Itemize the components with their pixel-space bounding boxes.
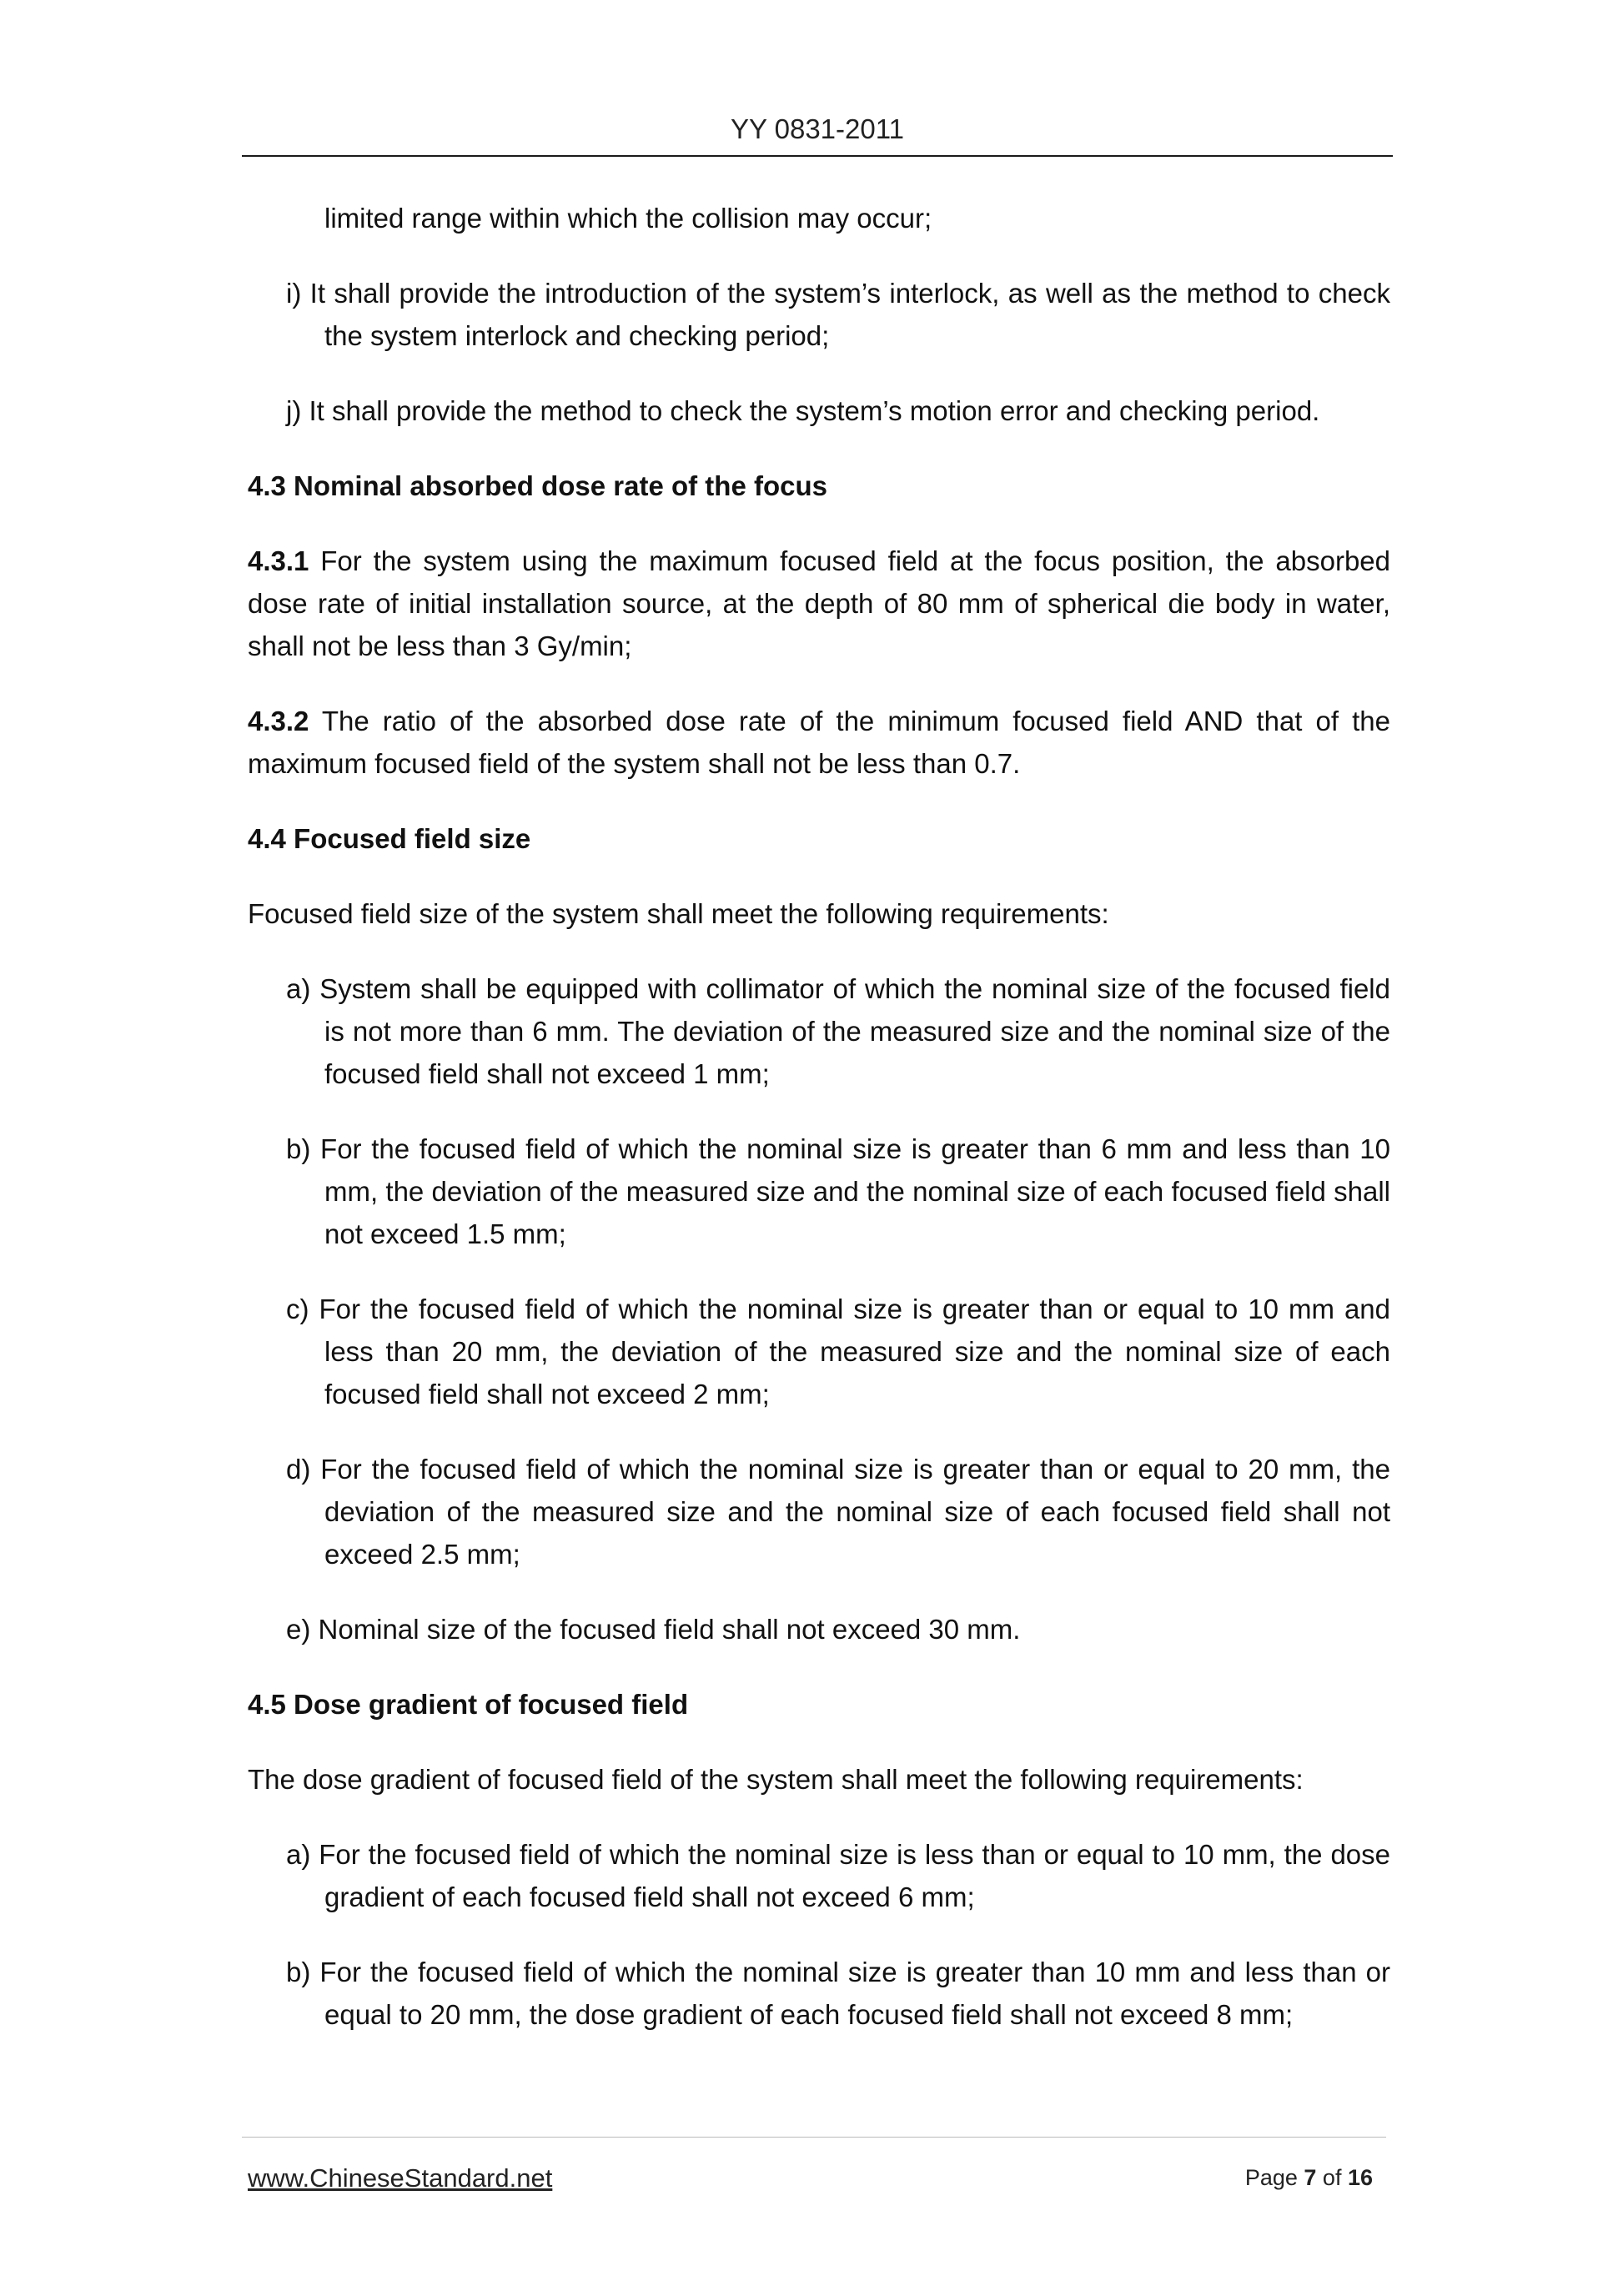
page-total: 16: [1347, 2165, 1373, 2190]
section-heading-4-3: 4.3 Nominal absorbed dose rate of the focus: [248, 470, 827, 501]
list-item-j: j) It shall provide the method to check the system’s motion error and checking period.: [286, 395, 1320, 426]
list-item-b: b) For the focused field of which the nominal size is greater than 6 mm and less than 10 mm, the deviation of the measured size and the nominal size of each focused field shall not exceed 1.5 mm;: [286, 1133, 1390, 1249]
page-number: [1245, 2165, 1373, 2191]
clause-4-3-2: [248, 700, 1390, 785]
section-intro-4-4: Focused field size of the system shall meet the following requirements:: [248, 898, 1109, 929]
page-body: [248, 197, 1390, 2068]
clause-4-3-1: [248, 540, 1390, 667]
document-header: YY 0831-2011: [731, 113, 904, 144]
page-of: of: [1316, 2165, 1348, 2190]
clause-number: 4.3.2: [248, 706, 309, 736]
list-item-e: e) Nominal size of the focused field shall not exceed 30 mm.: [286, 1614, 1021, 1645]
clause-number: 4.3.1: [248, 545, 309, 576]
list-item-a: a) System shall be equipped with collimator of which the nominal size of the focused field is not more than 6 mm. The deviation of the measured size and the nominal size of the focused field shall not exceed 1 mm;: [286, 973, 1390, 1089]
website-link[interactable]: www.ChineseStandard.net: [248, 2163, 553, 2193]
footer-divider: [242, 2137, 1386, 2138]
section-intro-4-5: The dose gradient of focused field of the system shall meet the following requirements:: [248, 1764, 1304, 1795]
page-label: Page: [1244, 2165, 1304, 2190]
list-item-b: b) For the focused field of which the nominal size is greater than 10 mm and less than or equal to 20 mm, the dose gradient of each focused field shall not exceed 8 mm;: [286, 1957, 1390, 2030]
page-current: 7: [1304, 2165, 1317, 2190]
clause-text: For the system using the maximum focused field at the focus position, the absorbed dose rate of initial installation source, at the depth of 80 mm of spherical die body in water, shall not be less than 3 Gy/min;: [248, 545, 1390, 661]
section-heading-4-4: 4.4 Focused field size: [248, 823, 531, 854]
list-item-d: d) For the focused field of which the nominal size is greater than or equal to 20 mm, the deviation of the measured size and the nominal size of each focused field shall not exceed 2.5 mm;: [286, 1454, 1390, 1570]
list-item-continuation: limited range within which the collision may occur;: [324, 203, 932, 234]
clause-text: The ratio of the absorbed dose rate of the minimum focused field AND that of the maximum focused field of the system shall not be less than 0.7.: [248, 706, 1390, 779]
header-divider: [242, 155, 1393, 157]
list-item-a: a) For the focused field of which the nominal size is less than or equal to 10 mm, the dose gradient of each focused field shall not exceed 6 mm;: [286, 1839, 1390, 1912]
list-item-c: c) For the focused field of which the nominal size is greater than or equal to 10 mm and less than 20 mm, the deviation of the measured size and the nominal size of each focused field shall not exceed 2 mm;: [286, 1294, 1390, 1409]
list-item-i: i) It shall provide the introduction of the system’s interlock, as well as the method to check the system interlock and checking period;: [286, 278, 1390, 351]
section-heading-4-5: 4.5 Dose gradient of focused field: [248, 1689, 689, 1720]
